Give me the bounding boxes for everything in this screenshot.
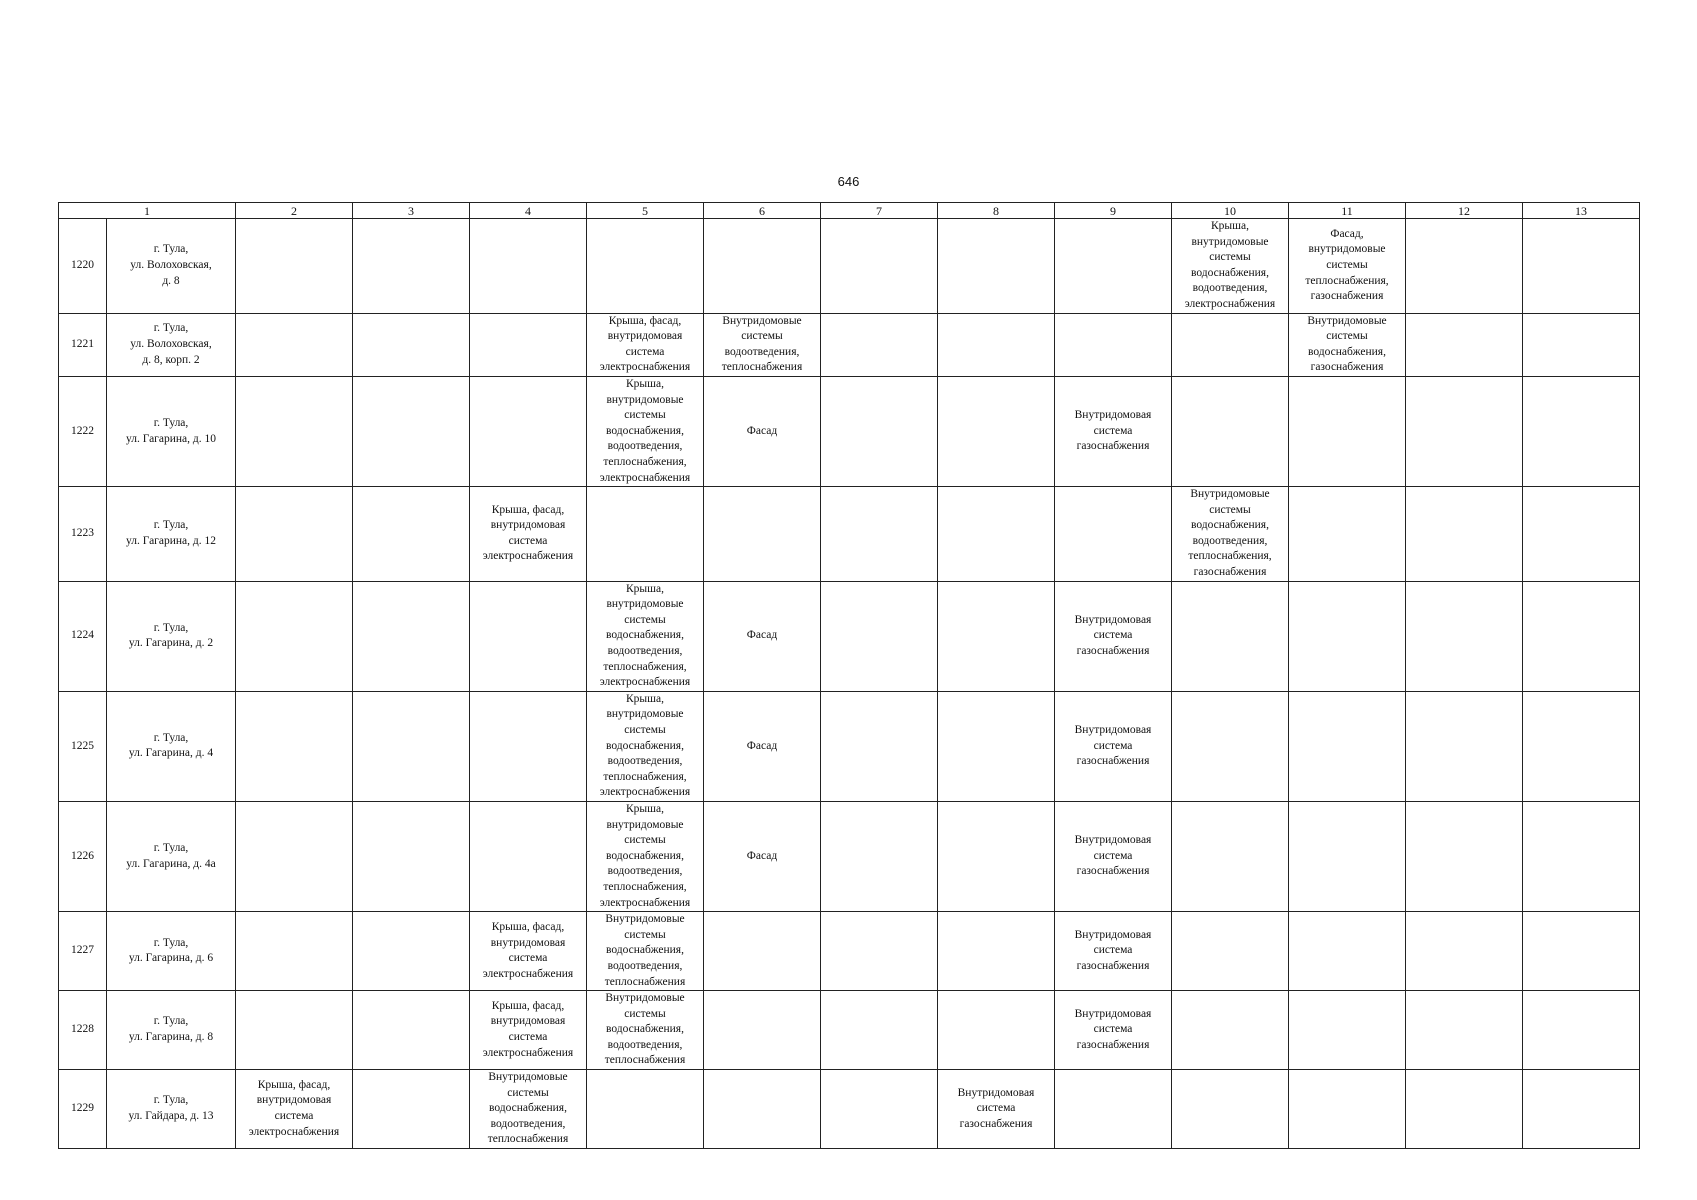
- column-header-13: 13: [1523, 203, 1640, 219]
- work-cell-col-11: [1289, 801, 1406, 911]
- work-cell-col-13: [1523, 219, 1640, 314]
- work-cell-col-8: [938, 801, 1055, 911]
- column-header-6: 6: [704, 203, 821, 219]
- work-cell-col-9: [1055, 1070, 1172, 1149]
- work-cell-col-7: [821, 912, 938, 991]
- work-cell-col-2: [236, 313, 353, 376]
- table-row: [59, 376, 1640, 486]
- work-cell-col-2: [236, 581, 353, 691]
- work-cell-col-4: Внутридомовые системы водоснабжения, водоотведения, теплоснабжения: [470, 1070, 587, 1149]
- address-cell: г. Тула, ул. Гагарина, д. 12: [107, 487, 236, 582]
- work-cell-col-13: [1523, 801, 1640, 911]
- work-cell-col-4: Крыша, фасад, внутридомовая система электроснабжения: [470, 991, 587, 1070]
- work-cell-col-13: [1523, 313, 1640, 376]
- address-cell: г. Тула, ул. Гагарина, д. 8: [107, 991, 236, 1070]
- work-cell-col-3: [353, 1070, 470, 1149]
- work-cell-col-8: [938, 376, 1055, 486]
- work-cell-col-2: [236, 912, 353, 991]
- work-cell-col-3: [353, 991, 470, 1070]
- work-cell-col-3: [353, 801, 470, 911]
- work-cell-col-12: [1406, 991, 1523, 1070]
- repair-schedule-table: [58, 202, 1640, 1149]
- work-cell-col-10: Крыша, внутридомовые системы водоснабжения, водоотведения, электроснабжения: [1172, 219, 1289, 314]
- work-cell-col-5: Крыша, внутридомовые системы водоснабжения, водоотведения, теплоснабжения, электроснабжения: [587, 691, 704, 801]
- work-cell-col-7: [821, 691, 938, 801]
- work-cell-col-3: [353, 581, 470, 691]
- table-row: [59, 691, 1640, 801]
- work-cell-col-7: [821, 487, 938, 582]
- work-cell-col-9: Внутридомовая система газоснабжения: [1055, 691, 1172, 801]
- work-cell-col-4: [470, 219, 587, 314]
- work-cell-col-9: [1055, 313, 1172, 376]
- work-cell-col-7: [821, 581, 938, 691]
- work-cell-col-2: [236, 691, 353, 801]
- work-cell-col-13: [1523, 487, 1640, 582]
- work-cell-col-11: [1289, 991, 1406, 1070]
- work-cell-col-5: Внутридомовые системы водоснабжения, водоотведения, теплоснабжения: [587, 912, 704, 991]
- table-row: [59, 912, 1640, 991]
- work-cell-col-5: Крыша, внутридомовые системы водоснабжения, водоотведения, теплоснабжения, электроснабжения: [587, 801, 704, 911]
- work-cell-col-12: [1406, 912, 1523, 991]
- work-cell-col-5: [587, 1070, 704, 1149]
- work-cell-col-4: Крыша, фасад, внутридомовая система электроснабжения: [470, 912, 587, 991]
- work-cell-col-8: [938, 691, 1055, 801]
- table-row: [59, 801, 1640, 911]
- work-cell-col-2: [236, 219, 353, 314]
- work-cell-col-7: [821, 313, 938, 376]
- work-cell-col-12: [1406, 313, 1523, 376]
- work-cell-col-12: [1406, 487, 1523, 582]
- work-cell-col-10: [1172, 1070, 1289, 1149]
- work-cell-col-7: [821, 1070, 938, 1149]
- row-number: 1227: [59, 912, 107, 991]
- work-cell-col-10: [1172, 581, 1289, 691]
- work-cell-col-6: [704, 1070, 821, 1149]
- work-cell-col-6: Фасад: [704, 581, 821, 691]
- work-cell-col-9: Внутридомовая система газоснабжения: [1055, 912, 1172, 991]
- work-cell-col-13: [1523, 991, 1640, 1070]
- column-header-9: 9: [1055, 203, 1172, 219]
- work-cell-col-12: [1406, 801, 1523, 911]
- address-cell: г. Тула, ул. Волоховская, д. 8, корп. 2: [107, 313, 236, 376]
- row-number: 1224: [59, 581, 107, 691]
- table-row: [59, 219, 1640, 314]
- work-cell-col-7: [821, 219, 938, 314]
- work-cell-col-13: [1523, 912, 1640, 991]
- row-number: 1226: [59, 801, 107, 911]
- work-cell-col-7: [821, 801, 938, 911]
- work-cell-col-8: [938, 912, 1055, 991]
- address-cell: г. Тула, ул. Гагарина, д. 4: [107, 691, 236, 801]
- address-cell: г. Тула, ул. Гагарина, д. 6: [107, 912, 236, 991]
- work-cell-col-6: Внутридомовые системы водоотведения, теплоснабжения: [704, 313, 821, 376]
- work-cell-col-8: [938, 991, 1055, 1070]
- work-cell-col-12: [1406, 1070, 1523, 1149]
- work-cell-col-5: [587, 487, 704, 582]
- work-cell-col-12: [1406, 376, 1523, 486]
- work-cell-col-8: [938, 313, 1055, 376]
- work-cell-col-8: [938, 219, 1055, 314]
- work-cell-col-5: [587, 219, 704, 314]
- column-header-11: 11: [1289, 203, 1406, 219]
- work-cell-col-6: Фасад: [704, 691, 821, 801]
- column-header-8: 8: [938, 203, 1055, 219]
- work-cell-col-9: Внутридомовая система газоснабжения: [1055, 991, 1172, 1070]
- column-header-10: 10: [1172, 203, 1289, 219]
- work-cell-col-13: [1523, 1070, 1640, 1149]
- work-cell-col-10: [1172, 313, 1289, 376]
- row-number: 1225: [59, 691, 107, 801]
- work-cell-col-11: [1289, 487, 1406, 582]
- work-cell-col-3: [353, 691, 470, 801]
- work-cell-col-4: [470, 376, 587, 486]
- work-cell-col-12: [1406, 219, 1523, 314]
- work-cell-col-6: [704, 991, 821, 1070]
- address-cell: г. Тула, ул. Гагарина, д. 10: [107, 376, 236, 486]
- work-cell-col-10: [1172, 801, 1289, 911]
- row-number: 1220: [59, 219, 107, 314]
- work-cell-col-4: [470, 581, 587, 691]
- work-cell-col-9: Внутридомовая система газоснабжения: [1055, 581, 1172, 691]
- column-header-3: 3: [353, 203, 470, 219]
- work-cell-col-11: [1289, 376, 1406, 486]
- row-number: 1222: [59, 376, 107, 486]
- table-row: [59, 581, 1640, 691]
- work-cell-col-7: [821, 376, 938, 486]
- table-row: [59, 991, 1640, 1070]
- work-cell-col-13: [1523, 691, 1640, 801]
- work-cell-col-8: [938, 487, 1055, 582]
- work-cell-col-2: [236, 801, 353, 911]
- work-cell-col-11: [1289, 912, 1406, 991]
- work-cell-col-11: [1289, 581, 1406, 691]
- work-cell-col-9: Внутридомовая система газоснабжения: [1055, 801, 1172, 911]
- work-cell-col-10: [1172, 991, 1289, 1070]
- work-cell-col-3: [353, 487, 470, 582]
- work-cell-col-6: [704, 912, 821, 991]
- work-cell-col-10: [1172, 912, 1289, 991]
- work-cell-col-8: Внутридомовая система газоснабжения: [938, 1070, 1055, 1149]
- column-header-4: 4: [470, 203, 587, 219]
- work-cell-col-2: [236, 376, 353, 486]
- table-row: [59, 1070, 1640, 1149]
- work-cell-col-10: [1172, 376, 1289, 486]
- work-cell-col-10: Внутридомовые системы водоснабжения, водоотведения, теплоснабжения, газоснабжения: [1172, 487, 1289, 582]
- column-header-7: 7: [821, 203, 938, 219]
- work-cell-col-2: Крыша, фасад, внутридомовая система электроснабжения: [236, 1070, 353, 1149]
- work-cell-col-9: Внутридомовая система газоснабжения: [1055, 376, 1172, 486]
- row-number: 1221: [59, 313, 107, 376]
- address-cell: г. Тула, ул. Волоховская, д. 8: [107, 219, 236, 314]
- work-cell-col-11: Фасад, внутридомовые системы теплоснабжения, газоснабжения: [1289, 219, 1406, 314]
- work-cell-col-3: [353, 912, 470, 991]
- work-cell-col-4: [470, 801, 587, 911]
- column-header-12: 12: [1406, 203, 1523, 219]
- address-cell: г. Тула, ул. Гагарина, д. 4а: [107, 801, 236, 911]
- work-cell-col-13: [1523, 376, 1640, 486]
- work-cell-col-12: [1406, 581, 1523, 691]
- work-cell-col-5: Крыша, внутридомовые системы водоснабжения, водоотведения, теплоснабжения, электроснабжения: [587, 376, 704, 486]
- work-cell-col-3: [353, 219, 470, 314]
- table-row: [59, 313, 1640, 376]
- work-cell-col-6: [704, 487, 821, 582]
- work-cell-col-5: Крыша, фасад, внутридомовая система электроснабжения: [587, 313, 704, 376]
- column-header-1: 1: [59, 203, 236, 219]
- work-cell-col-2: [236, 991, 353, 1070]
- work-cell-col-4: Крыша, фасад, внутридомовая система электроснабжения: [470, 487, 587, 582]
- table-row: [59, 487, 1640, 582]
- address-cell: г. Тула, ул. Гайдара, д. 13: [107, 1070, 236, 1149]
- work-cell-col-6: [704, 219, 821, 314]
- work-cell-col-4: [470, 313, 587, 376]
- work-cell-col-7: [821, 991, 938, 1070]
- work-cell-col-11: [1289, 691, 1406, 801]
- work-cell-col-13: [1523, 581, 1640, 691]
- table-body: [59, 219, 1640, 1149]
- work-cell-col-2: [236, 487, 353, 582]
- work-cell-col-11: [1289, 1070, 1406, 1149]
- work-cell-col-4: [470, 691, 587, 801]
- row-number: 1229: [59, 1070, 107, 1149]
- row-number: 1228: [59, 991, 107, 1070]
- address-cell: г. Тула, ул. Гагарина, д. 2: [107, 581, 236, 691]
- work-cell-col-12: [1406, 691, 1523, 801]
- work-cell-col-10: [1172, 691, 1289, 801]
- work-cell-col-9: [1055, 219, 1172, 314]
- column-header-2: 2: [236, 203, 353, 219]
- work-cell-col-3: [353, 376, 470, 486]
- work-cell-col-8: [938, 581, 1055, 691]
- column-header-row: [59, 203, 1640, 219]
- work-cell-col-5: Внутридомовые системы водоснабжения, водоотведения, теплоснабжения: [587, 991, 704, 1070]
- work-cell-col-5: Крыша, внутридомовые системы водоснабжения, водоотведения, теплоснабжения, электроснабжения: [587, 581, 704, 691]
- work-cell-col-6: Фасад: [704, 376, 821, 486]
- work-cell-col-3: [353, 313, 470, 376]
- work-cell-col-9: [1055, 487, 1172, 582]
- work-cell-col-11: Внутридомовые системы водоснабжения, газоснабжения: [1289, 313, 1406, 376]
- row-number: 1223: [59, 487, 107, 582]
- column-header-5: 5: [587, 203, 704, 219]
- page-number: 646: [837, 174, 860, 189]
- work-cell-col-6: Фасад: [704, 801, 821, 911]
